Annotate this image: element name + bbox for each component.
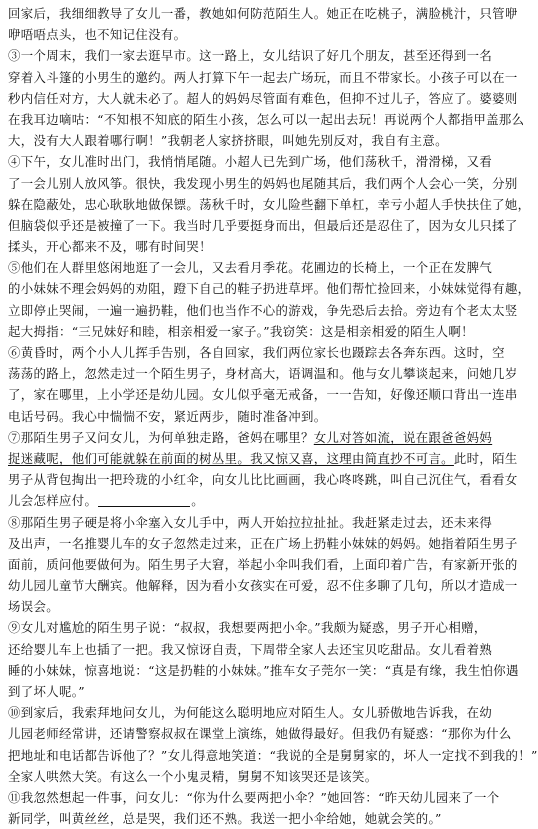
line-text: 睡的小妹妹，惊喜地说：“这是扔鞋的小妹妹。”推车女子莞尔一笑：“真是有缘，我生怕你遇 <box>8 662 519 678</box>
line-text: 回家后，我细细教导了女儿一番，教她如何防范陌生人。她正在吃桃子，满脸桃汁，只管咿 <box>8 6 518 21</box>
text-line <box>8 236 493 257</box>
text-line <box>8 617 493 638</box>
text-line <box>8 3 518 24</box>
text-line <box>8 469 518 490</box>
line-text: ⑤他们在人群里悠闲地逛了一会儿，又去看月季花。花圃边的长椅上，一个正在发脾气 <box>8 260 493 276</box>
text-line <box>8 596 493 617</box>
line-text: 全家人哄然大笑。有这么一个小鬼灵精，舅舅不知该哭还是该笑。 <box>8 768 378 784</box>
line-text: ⑨女儿对尴尬的陌生男子说：“叔叔，我想要两把小伞。”我颇为疑惑，男子开心相赠， <box>8 620 487 636</box>
text-line <box>8 109 525 130</box>
text-line <box>8 45 493 66</box>
line-text: 咿唔唔点头，也不知记住没有。 <box>8 27 187 43</box>
line-text: 了，家在哪里，上小学还是幼儿园。女儿似乎毫无戒备，一一告知，好像还顺口背出一连串 <box>8 387 518 403</box>
line-text: 把地址和电话都告诉他了？”女儿得意地笑道：“我说的全是舅舅家的，坏人一定找不到我的！” <box>8 747 538 763</box>
line-text: 躲在隐蔽处，忠心耿耿地做保镖。荡秋千时，女儿险些翻下单杠，幸亏小超人手快扶住了她， <box>8 196 531 212</box>
text-line <box>8 660 519 681</box>
text-line: 儿会怎样应付。 。 <box>8 493 204 509</box>
line-text: 但脑袋似乎还是被撞了一下。我当时几乎要挺身而出，但最后还是忍住了，因为女儿只揉了 <box>8 217 518 233</box>
text-line <box>8 215 518 236</box>
text-line <box>8 257 493 278</box>
text-line <box>8 533 518 554</box>
text-line <box>8 554 518 575</box>
line-text: 立即停止哭闹，一遍一遍扔鞋，他们也当作不心的游戏，争先恐后去拾。旁边有个老太太竖 <box>8 302 518 318</box>
line-text: 电话号码。我心中惴惴不安，紧近两步，随时准备冲到。 <box>8 408 327 424</box>
line-text: 在我耳边嘀咕：“不知根不知底的陌生小孩，怎么可以一起出去玩！再说两个人都指甲盖那么 <box>8 111 525 127</box>
answer-blank[interactable] <box>98 493 190 507</box>
line-text: 儿园老师经常讲，还请警察叔叔在课堂上演练，她做得最好。但我仍有疑惑：“那你为什么 <box>8 726 512 742</box>
text-line <box>8 448 518 469</box>
text-line <box>8 766 493 787</box>
text-line <box>8 681 493 702</box>
text-line <box>8 427 493 448</box>
text-line <box>8 278 531 299</box>
text-line <box>8 702 493 723</box>
text-line <box>8 300 518 321</box>
text-line <box>8 67 518 88</box>
text-line <box>8 512 493 533</box>
text-line <box>8 321 493 342</box>
line-text: 面前，质问他要做何为。陌生男子大窘，举起小伞叫我们看，上面印着广告，有家新开张的 <box>8 556 518 572</box>
line-text: 了一会儿别人放风筝。很快，我发现小男生的妈妈也尾随其后，我们两个人会心一笑，分别 <box>8 175 518 191</box>
text-line <box>8 24 493 45</box>
text-line <box>8 575 518 596</box>
line-text: 幼儿园儿童节大酬宾。他解释，因为看小女孩实在可爱，忍不住多聊了几句，所以才造成一 <box>8 578 518 594</box>
line-text: ⑧那陌生男子硬是将小伞塞入女儿手中，两人开始拉拉扯扯。我赶紧走过去，还未来得 <box>8 514 493 530</box>
line-text: 及出声，一名推婴儿车的女子忽然走过来，正在广场上扔鞋小妹妹的妈妈。她指着陌生男子 <box>8 535 518 551</box>
line-text: 揉头，开心都来不及，哪有时间哭！ <box>8 239 212 255</box>
line-text: 到了坏人呢。” <box>8 684 85 699</box>
text-line <box>8 130 493 151</box>
line-text: 的小妹妹不理会妈妈的劝阻，蹬下自己的鞋子扔进草坪。他们帮忙捡回来，小妹妹觉得有趣， <box>8 281 531 297</box>
line-text: ⑪我忽然想起一件事，问女儿：“你为什么要两把小伞？”她回答：“昨天幼儿园来了一个 <box>8 789 500 805</box>
line-text: ⑩到家后，我索拜地问女儿，为何能这么聪明地应对陌生人。女儿骄傲地告诉我，在幼 <box>8 705 493 721</box>
line-text: 大，没有大人跟着哪行啊！”我朝老人家挤挤眼，叫她先别反对，我自有主意。 <box>8 133 448 149</box>
text-line <box>8 723 512 744</box>
text-line <box>8 787 500 808</box>
text-line <box>8 639 493 660</box>
text-line <box>8 745 538 766</box>
text-line <box>8 173 518 194</box>
text-line <box>8 384 518 405</box>
text-line <box>8 88 518 109</box>
text-line <box>8 151 493 172</box>
text-line <box>8 406 493 427</box>
line-text: 男子从背包掏出一把玲珑的小红伞，向女儿比比画画，我心咚咚跳，叫自己沉住气，看看女 <box>8 472 518 488</box>
text-line <box>8 194 531 215</box>
line-text: 还给婴儿车上也插了一把。我又惊讶自责，下周带全家人去还宝贝吃甜品。女儿看着熟 <box>8 641 493 657</box>
text-line <box>8 808 493 829</box>
line-text: 此时，陌生 <box>453 450 518 466</box>
line-text: 场误会。 <box>8 599 59 615</box>
text-line <box>8 342 505 363</box>
line-text: ④下午，女儿准时出门，我悄悄尾随。小超人已先到广场，他们荡秋千，滑滑梯，又看 <box>8 154 493 170</box>
underlined-text: 捉迷藏呢，他们可能就躲在前面的树丛里。我又惊又喜，这理由简直抄不可言。 <box>8 450 454 466</box>
line-text: 起大拇指：“三兄妹好和睦，相亲相爱一家子。”我窃笑：这是相亲相爱的陌生人啊！ <box>8 323 474 339</box>
line-text: 荡荡的路上，忽然走过一个陌生男子，身材高大，语调温和。他与女儿攀谈起来，问她几岁 <box>8 366 518 382</box>
line-text: 儿会怎样应付。 <box>8 493 98 509</box>
line-text: 新同学，叫黄丝丝，总是哭，我们还不熟。我送一把小伞给她，她就会笑的。” <box>8 811 442 827</box>
line-text: ③一个周末，我们一家去逛早市。这一路上，女儿结识了好几个朋友，甚至还得到一名 <box>8 48 493 64</box>
underlined-text: 女儿对答如流，说在跟爸爸妈妈 <box>313 429 493 445</box>
line-text: 秒内信任对方，大人就未必了。超人的妈妈尽管面有难色，但抑不过儿子，答应了。婆婆则 <box>8 90 518 106</box>
text-line <box>8 363 518 384</box>
line-text: ⑦那陌生男子又问女儿，为何单独走路，爸妈在哪里？ <box>8 429 314 445</box>
line-text: 穿着入斗篷的小男生的邀约。两人打算下午一起去广场玩，而且不带家长。小孩子可以在一 <box>8 69 518 85</box>
line-text: ⑥黄昏时，两个小人儿挥手告别，各自回家，我们两位家长也蹑踪去各奔东西。这时，空 <box>8 345 505 360</box>
